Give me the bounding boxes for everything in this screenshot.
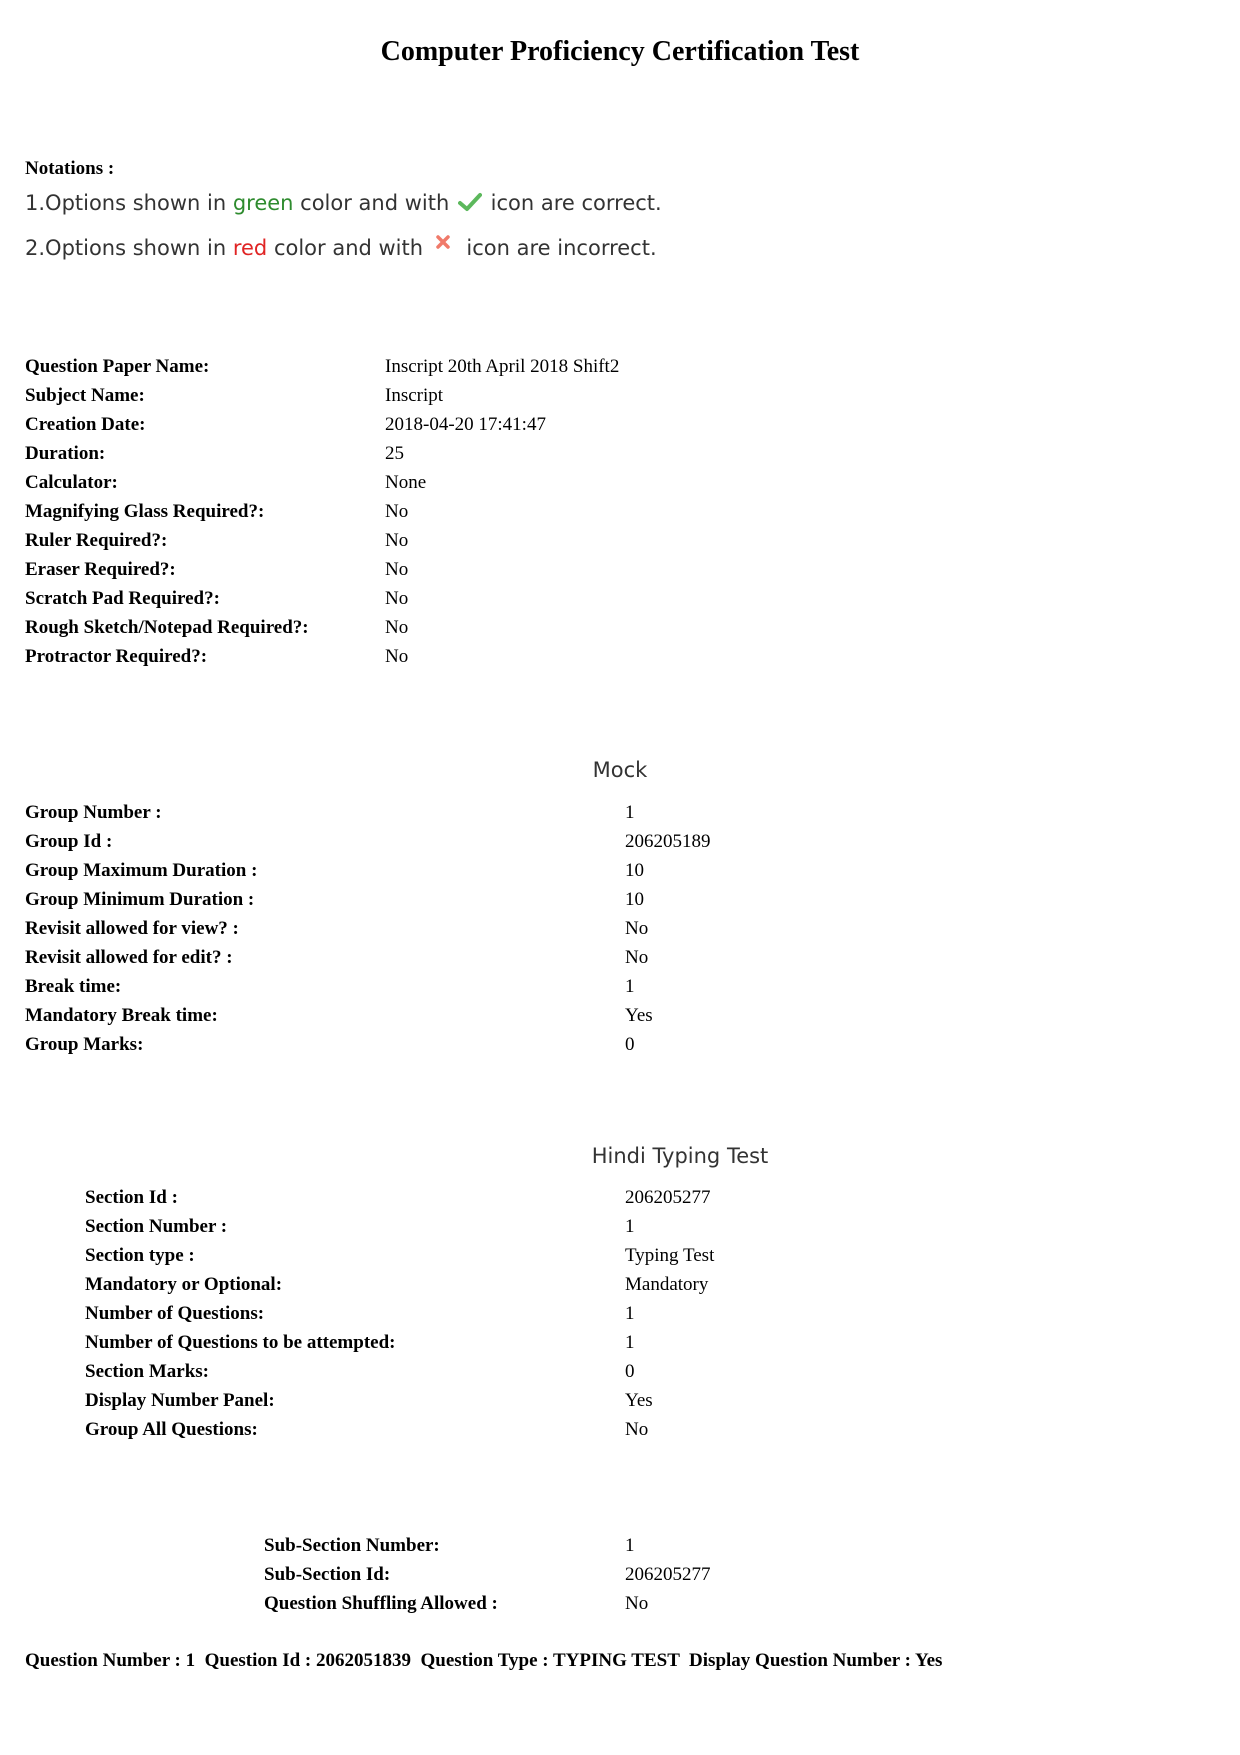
section-row (85, 1241, 985, 1270)
section-label: Mandatory or Optional: (85, 1274, 283, 1295)
section-value: No (625, 1419, 649, 1440)
section-value: 1 (625, 1216, 635, 1237)
info-value: 25 (385, 443, 404, 464)
info-label: Question Paper Name: (25, 356, 210, 377)
info-label: Calculator: (25, 472, 118, 493)
info-row (25, 555, 925, 584)
section-label: Section Id : (85, 1187, 178, 1208)
check-icon (458, 186, 482, 225)
group-label: Break time: (25, 976, 122, 997)
subsection-value: 1 (625, 1535, 635, 1556)
group-row (25, 798, 925, 827)
info-row (25, 381, 925, 410)
section-value: 1 (625, 1332, 635, 1353)
subsection-label: Sub-Section Id: (264, 1564, 391, 1585)
subsection-row (264, 1531, 964, 1560)
section-row (85, 1328, 985, 1357)
info-label: Subject Name: (25, 385, 145, 406)
group-row (25, 827, 925, 856)
info-label: Magnifying Glass Required?: (25, 501, 265, 522)
section-row (85, 1299, 985, 1328)
subsection-row (264, 1589, 964, 1618)
group-label: Revisit allowed for view? : (25, 918, 239, 939)
notation-incorrect-middle: color and with (267, 236, 430, 260)
group-label: Revisit allowed for edit? : (25, 947, 233, 968)
notation-incorrect-prefix: 2.Options shown in (25, 236, 233, 260)
info-label: Creation Date: (25, 414, 146, 435)
info-value: No (385, 646, 409, 667)
subsection-label: Question Shuffling Allowed : (264, 1593, 498, 1614)
info-row (25, 410, 925, 439)
group-value: No (625, 918, 649, 939)
info-row (25, 613, 925, 642)
info-value: None (385, 472, 427, 493)
notation-incorrect-line (25, 223, 662, 262)
subsection-info (264, 1531, 964, 1618)
section-row (85, 1357, 985, 1386)
section-row (85, 1183, 985, 1212)
info-value: No (385, 588, 409, 609)
notations-heading: Notations : (25, 158, 115, 179)
section-label: Section Number : (85, 1216, 228, 1237)
section-row (85, 1270, 985, 1299)
info-value: No (385, 501, 409, 522)
group-label: Group Number : (25, 802, 162, 823)
group-row (25, 1001, 925, 1030)
subsection-value: 206205277 (625, 1564, 711, 1585)
section-value: 1 (625, 1303, 635, 1324)
section-label: Display Number Panel: (85, 1390, 275, 1411)
group-label: Group Maximum Duration : (25, 860, 258, 881)
info-value: No (385, 559, 409, 580)
section-label: Section Marks: (85, 1361, 210, 1382)
info-row (25, 468, 925, 497)
info-label: Duration: (25, 443, 106, 464)
group-row (25, 943, 925, 972)
notation-incorrect-suffix: icon are incorrect. (459, 236, 657, 260)
group-value: Yes (625, 1005, 653, 1026)
question-paper-info (25, 352, 925, 671)
group-value: 1 (625, 976, 635, 997)
group-label: Group Id : (25, 831, 113, 852)
section-label: Section type : (85, 1245, 195, 1266)
section-value: Mandatory (625, 1274, 709, 1295)
section-row (85, 1386, 985, 1415)
section-row (85, 1212, 985, 1241)
group-value: 0 (625, 1034, 635, 1055)
subsection-row (264, 1560, 964, 1589)
info-row (25, 497, 925, 526)
info-row (25, 584, 925, 613)
section-value: Yes (625, 1390, 653, 1411)
notation-correct-line (25, 184, 662, 223)
info-label: Ruler Required?: (25, 530, 168, 551)
notation-red-word: red (232, 236, 268, 260)
notation-green-word: green (232, 191, 294, 215)
group-value: No (625, 947, 649, 968)
notations-block (25, 158, 662, 262)
info-label: Rough Sketch/Notepad Required?: (25, 617, 309, 638)
group-row (25, 914, 925, 943)
section-heading: Hindi Typing Test (591, 1144, 769, 1168)
cross-icon (436, 223, 450, 262)
section-value: 0 (625, 1361, 635, 1382)
notation-correct-prefix: 1.Options shown in (25, 191, 233, 215)
notation-correct-suffix: icon are correct. (483, 191, 662, 215)
subsection-label: Sub-Section Number: (264, 1535, 440, 1556)
info-value: Inscript (385, 385, 444, 406)
info-label: Eraser Required?: (25, 559, 176, 580)
notation-correct-middle: color and with (293, 191, 456, 215)
group-value: 206205189 (625, 831, 711, 852)
info-row (25, 352, 925, 381)
group-row (25, 972, 925, 1001)
info-value: 2018-04-20 17:41:47 (385, 414, 546, 435)
info-row (25, 439, 925, 468)
group-info (25, 798, 925, 1059)
info-value: Inscript 20th April 2018 Shift2 (385, 356, 620, 377)
section-label: Number of Questions to be attempted: (85, 1332, 396, 1353)
subsection-value: No (625, 1593, 649, 1614)
group-heading: Mock (592, 758, 648, 782)
section-label: Number of Questions: (85, 1303, 265, 1324)
section-row (85, 1415, 985, 1444)
question-header-line: Question Number : 1 Question Id : 2062051839 Question Type : TYPING TEST Display Question Number : Yes (25, 1650, 943, 1671)
group-value: 10 (625, 860, 644, 881)
group-row (25, 1030, 925, 1059)
group-label: Group Marks: (25, 1034, 144, 1055)
section-info (85, 1183, 985, 1444)
section-value: Typing Test (625, 1245, 715, 1266)
info-label: Scratch Pad Required?: (25, 588, 220, 609)
info-value: No (385, 617, 409, 638)
info-label: Protractor Required?: (25, 646, 208, 667)
group-label: Group Minimum Duration : (25, 889, 255, 910)
group-value: 1 (625, 802, 635, 823)
section-label: Group All Questions: (85, 1419, 258, 1440)
group-row (25, 856, 925, 885)
section-value: 206205277 (625, 1187, 711, 1208)
group-row (25, 885, 925, 914)
info-row (25, 642, 925, 671)
info-row (25, 526, 925, 555)
info-value: No (385, 530, 409, 551)
page-title: Computer Proficiency Certification Test (380, 36, 860, 67)
group-label: Mandatory Break time: (25, 1005, 218, 1026)
group-value: 10 (625, 889, 644, 910)
